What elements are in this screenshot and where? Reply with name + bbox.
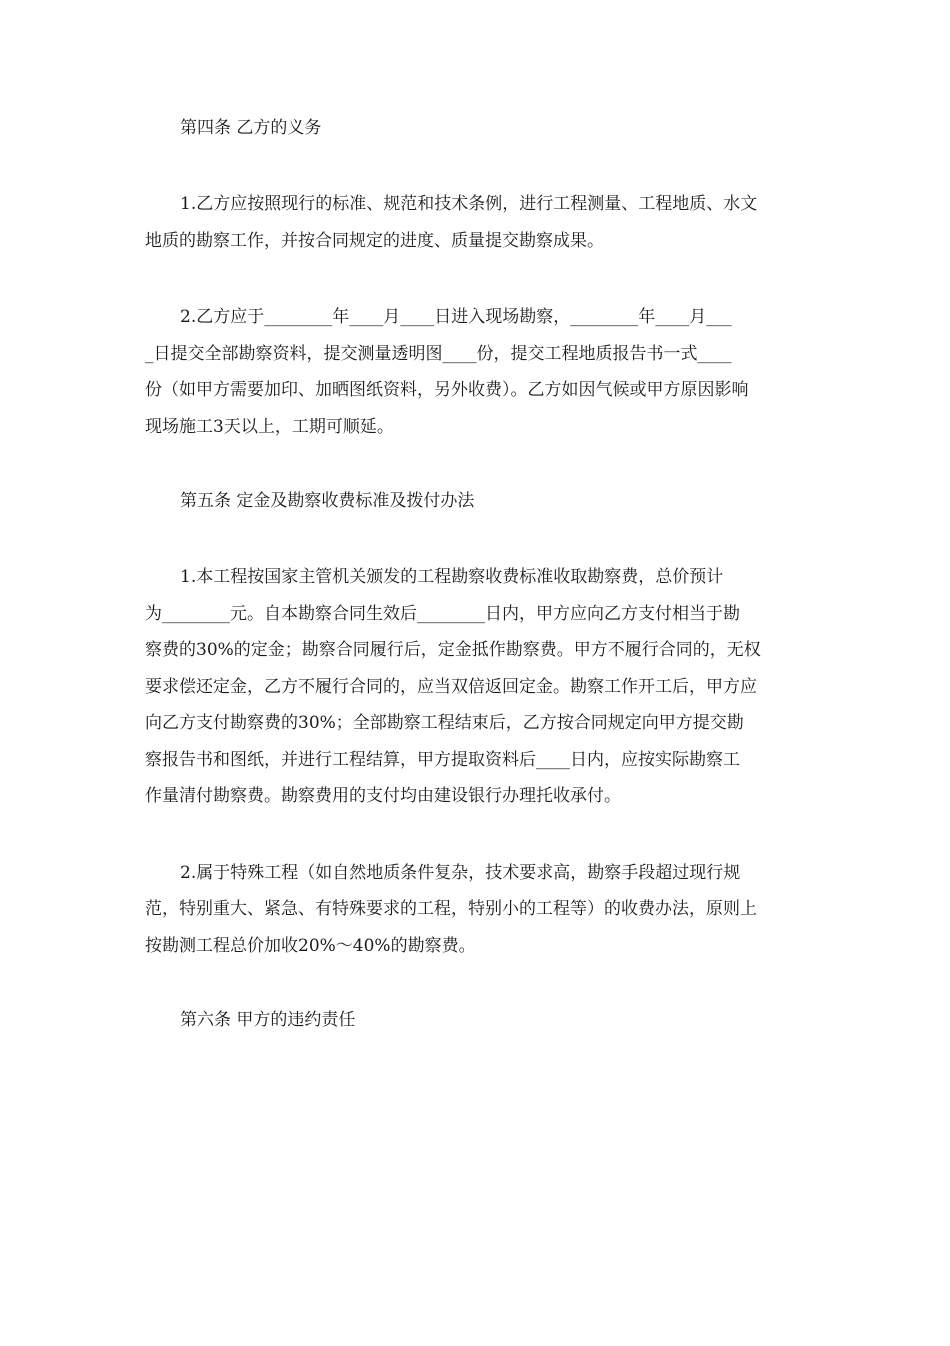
text-line: 察报告书和图纸，并进行工程结算，甲方提取资料后____日内，应按实际勘察工 (145, 749, 740, 770)
document-body (145, 112, 807, 1078)
article-4-clause-1 (145, 186, 807, 259)
text-line: 向乙方支付勘察费的30%；全部勘察工程结束后，乙方按合同规定向甲方提交勘 (145, 713, 744, 733)
article-5-heading: 第五条 定金及勘察收费标准及拨付办法 (180, 491, 475, 511)
text-line: 2.属于特殊工程（如自然地质条件复杂，技术要求高，勘察手段超过现行规 (180, 862, 741, 883)
article-5-clause-1 (145, 559, 807, 815)
article-6-heading: 第六条 甲方的违约责任 (180, 1010, 356, 1030)
text-line: 范，特别重大、紧急、有特殊要求的工程，特别小的工程等）的收费办法，原则上 (145, 899, 757, 919)
text-line: 1.本工程按国家主管机关颁发的工程勘察收费标准收取勘察费，总价预计 (180, 567, 724, 587)
text-line: 作量清付勘察费。勘察费用的支付均由建设银行办理托收承付。 (145, 786, 621, 806)
text-line: _日提交全部勘察资料，提交测量透明图____份，提交工程地质报告书一式____ (145, 343, 732, 364)
text-line: 为________元。自本勘察合同生效后________日内，甲方应向乙方支付相当于勘 (145, 603, 740, 624)
text-line: 1.乙方应按照现行的标准、规范和技术条例，进行工程测量、工程地质、水文 (180, 194, 758, 214)
text-line: 地质的勘察工作，并按合同规定的进度、质量提交勘察成果。 (145, 230, 604, 251)
text-line: 2.乙方应于________年____月____日进入现场勘察，________年____月___ (180, 307, 732, 327)
text-line: 现场施工3天以上，工期可顺延。 (145, 416, 394, 437)
article-4-heading: 第四条 乙方的义务 (180, 118, 322, 138)
text-line: 按勘测工程总价加收20%～40%的勘察费。 (145, 935, 476, 956)
article-4-clause-2 (145, 299, 807, 445)
article-5-clause-2 (145, 855, 807, 965)
text-line: 份（如甲方需要加印、加晒图纸资料，另外收费）。乙方如因气候或甲方原因影响 (145, 380, 749, 400)
text-line: 察费的30%的定金；勘察合同履行后，定金抵作勘察费。甲方不履行合同的，无权 (145, 640, 761, 660)
text-line: 要求偿还定金，乙方不履行合同的，应当双倍返回定金。勘察工作开工后，甲方应 (145, 676, 757, 697)
